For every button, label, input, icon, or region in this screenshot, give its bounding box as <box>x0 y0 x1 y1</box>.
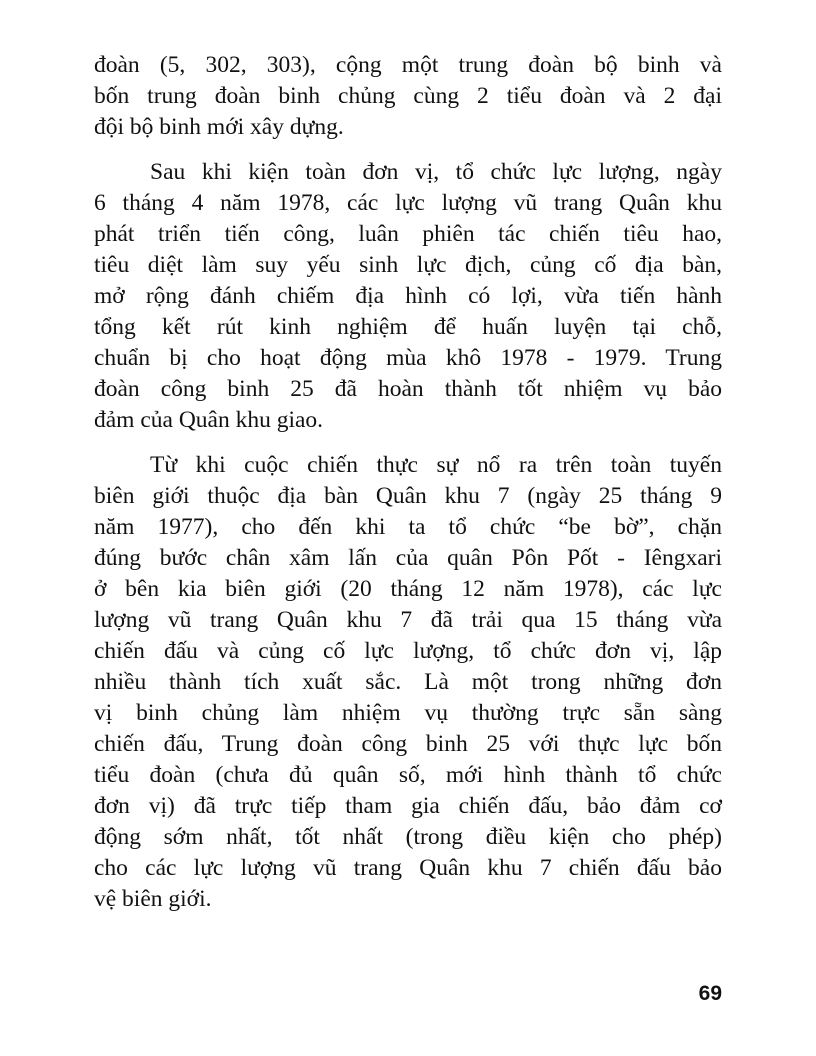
text-line: đội bộ binh mới xây dựng. <box>94 114 344 140</box>
text-line: chiến đấu và củng cố lực lượng, tổ chức đơn vị, lập <box>94 638 722 664</box>
book-page <box>94 50 722 929</box>
text-line: Sau khi kiện toàn đơn vị, tổ chức lực lượng, ngày <box>150 159 722 185</box>
text-line: đoàn công binh 25 đã hoàn thành tốt nhiệm vụ bảo <box>94 376 722 402</box>
text-line: nhiều thành tích xuất sắc. Là một trong những đơn <box>94 669 722 695</box>
text-line: năm 1977), cho đến khi ta tổ chức “be bờ”, chặn <box>94 514 722 540</box>
text-line: tổng kết rút kinh nghiệm để huấn luyện tại chỗ, <box>94 314 722 340</box>
text-line: biên giới thuộc địa bàn Quân khu 7 (ngày 25 tháng 9 <box>94 483 722 509</box>
text-line: đúng bước chân xâm lấn của quân Pôn Pốt - Iêngxari <box>94 545 722 571</box>
text-line: chuẩn bị cho hoạt động mùa khô 1978 - 1979. Trung <box>94 345 722 371</box>
text-line: động sớm nhất, tốt nhất (trong điều kiện cho phép) <box>94 824 722 850</box>
text-line: cho các lực lượng vũ trang Quân khu 7 chiến đấu bảo <box>94 855 722 881</box>
text-line: đoàn (5, 302, 303), cộng một trung đoàn bộ binh và <box>94 52 722 78</box>
text-line: đơn vị) đã trực tiếp tham gia chiến đấu, bảo đảm cơ <box>94 793 722 819</box>
text-line: ở bên kia biên giới (20 tháng 12 năm 1978), các lực <box>94 576 722 602</box>
text-line: lượng vũ trang Quân khu 7 đã trải qua 15 tháng vừa <box>94 607 722 633</box>
paragraph-2 <box>94 157 722 436</box>
text-line: phát triển tiến công, luân phiên tác chiến tiêu hao, <box>94 221 722 247</box>
text-line: tiêu diệt làm suy yếu sinh lực địch, củng cố địa bàn, <box>94 252 722 278</box>
text-line: đảm của Quân khu giao. <box>94 407 324 433</box>
paragraph-1 <box>94 50 722 143</box>
text-line: tiểu đoàn (chưa đủ quân số, mới hình thành tổ chức <box>94 762 722 788</box>
text-line: mở rộng đánh chiếm địa hình có lợi, vừa tiến hành <box>94 283 722 309</box>
paragraph-3 <box>94 450 722 915</box>
text-line: chiến đấu, Trung đoàn công binh 25 với thực lực bốn <box>94 731 722 757</box>
text-line: bốn trung đoàn binh chủng cùng 2 tiểu đoàn và 2 đại <box>94 83 722 109</box>
page-number: 69 <box>698 982 722 1005</box>
text-line: vị binh chủng làm nhiệm vụ thường trực sẵn sàng <box>94 700 722 726</box>
text-line: vệ biên giới. <box>94 886 212 912</box>
text-line: 6 tháng 4 năm 1978, các lực lượng vũ trang Quân khu <box>94 190 722 216</box>
text-line: Từ khi cuộc chiến thực sự nổ ra trên toàn tuyến <box>150 452 722 478</box>
